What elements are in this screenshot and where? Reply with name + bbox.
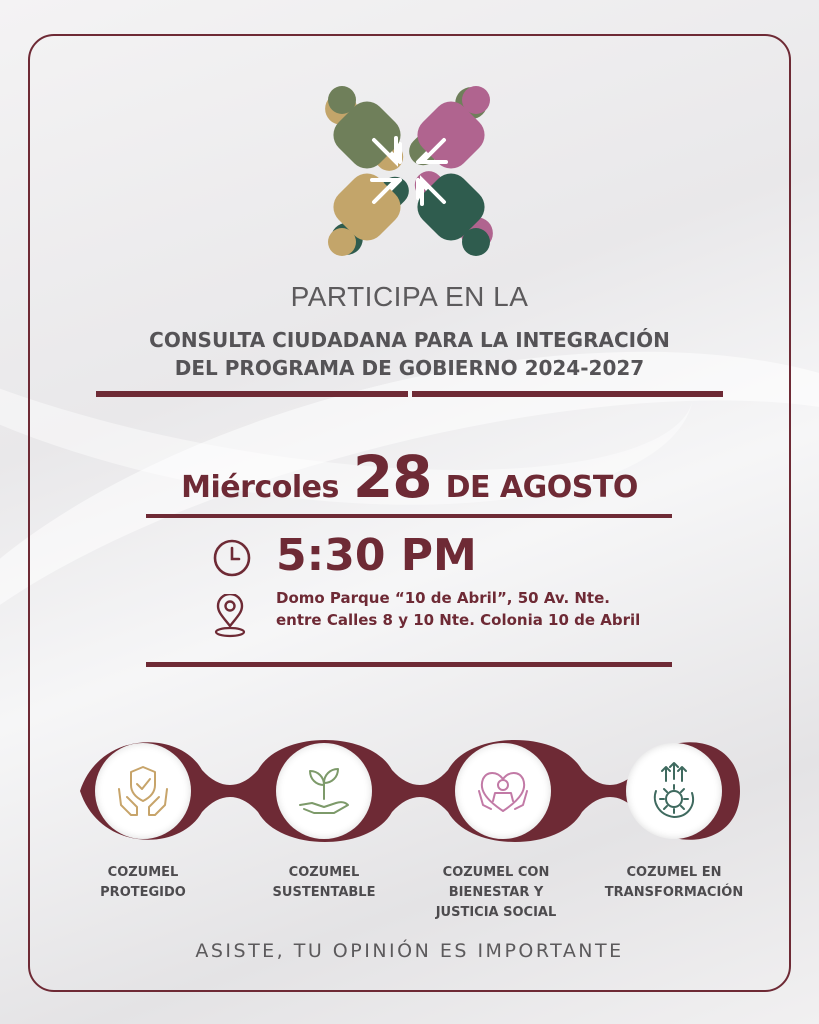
event-time: 5:30 PM xyxy=(276,530,477,581)
pillar-circle-sustentable xyxy=(276,743,372,839)
event-date xyxy=(0,443,819,511)
pillar-label-sustentable: COZUMEL SUSTENTABLE xyxy=(272,865,376,900)
address-line-1: Domo Parque “10 de Abril”, 50 Av. Nte. xyxy=(276,589,610,607)
pillar-label-protegido: COZUMEL PROTEGIDO xyxy=(100,865,186,900)
address-underline xyxy=(146,662,672,667)
divider-left xyxy=(96,391,408,397)
clock-icon xyxy=(212,538,252,578)
pillar-circle-bienestar xyxy=(455,743,551,839)
gear-arrows-icon xyxy=(644,761,704,821)
pillar-label-transformacion: COZUMEL EN TRANSFORMACIÓN xyxy=(604,865,744,900)
pillar-label-bienestar: COZUMEL CON BIENESTAR Y JUSTICIA SOCIAL xyxy=(435,865,557,920)
people-logo-icon xyxy=(316,78,502,264)
pillar-circle-protegido xyxy=(95,743,191,839)
divider-right xyxy=(412,391,723,397)
date-day: 28 xyxy=(352,443,432,511)
location-pin-icon xyxy=(212,594,248,638)
title-line-2: DEL PROGRAMA DE GOBIERNO 2024-2027 xyxy=(174,356,645,380)
title-line-1: CONSULTA CIUDADANA PARA LA INTEGRACIÓN xyxy=(149,328,670,352)
plant-hand-icon xyxy=(294,761,354,821)
date-month: DE AGOSTO xyxy=(445,470,638,505)
intro-text: PARTICIPA EN LA xyxy=(290,281,529,312)
date-underline xyxy=(146,514,672,518)
footer-call-to-action: ASISTE, TU OPINIÓN ES IMPORTANTE xyxy=(195,940,624,962)
address-line-2: entre Calles 8 y 10 Nte. Colonia 10 de Abril xyxy=(276,611,641,629)
pillar-circle-transformacion xyxy=(626,743,722,839)
shield-hands-icon xyxy=(113,761,173,821)
date-weekday: Miércoles xyxy=(181,470,339,505)
heart-people-icon xyxy=(473,761,533,821)
